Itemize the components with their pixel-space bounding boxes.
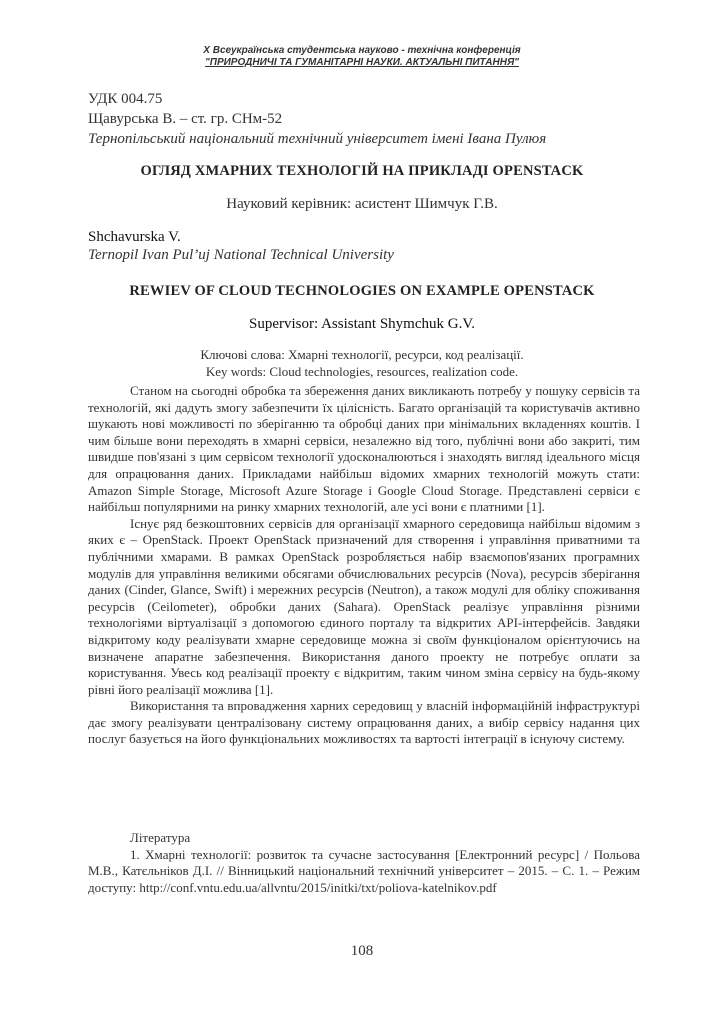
- references: [88, 830, 640, 896]
- paragraph: Використання та впровадження харних середовищ у власній інформаційній інфраструктурі дає змогу реалізувати централізовану систему опрацювання даних, а вибір сервісу надання цих послуг базується на його функціональних можливостях та вартості інтеграції в існуючу систему.: [88, 698, 640, 747]
- university-en: Ternopil Ivan Pul’uj National Technical University: [88, 247, 394, 263]
- conference-header: [0, 45, 724, 69]
- page-number: 108: [350, 943, 374, 959]
- reference-item: 1. Хмарні технології: розвиток та сучасне застосування [Електронний ресурс] / Польова М.В., Катєльніков Д.І. // Вінницький національний технічний університет – 2015. – С. 1. – Режим доступу: http://conf.vntu.edu.ua/allvntu/2015/initki/txt/poliova-katelnikov.pdf: [88, 846, 640, 895]
- paragraph: Станом на сьогодні обробка та збереження даних викликають потребу у пошуку сервісів та технологій, які дадуть змогу забезпечити їх цілісність. Багато організацій та користувачів активно шукають нові можливості по зберіганню та обробці даних при мінімальних вкладеннях коштів. І чим більше вони переходять в хмарні сервіси, незалежно від того, публічні вони або закриті, тим швидше пов'язані з цим сервісом технології удосконалюються і знаходять вигляд ідеального місця для опрацювання даних. Прикладами найбільш відомих хмарних технологій можуть стати: Amazon Simple Storage, Microsoft Azure Storage і Google Cloud Storage. Представлені сервіси є найбільш популярними на ринку хмарних технологій, але усі вони є платними [1].: [88, 383, 640, 515]
- supervisor-ua: Науковий керівник: асистент Шимчук Г.В.: [226, 196, 498, 212]
- references-heading: Література: [130, 830, 191, 845]
- supervisor-en: Supervisor: Assistant Shymchuk G.V.: [249, 316, 475, 332]
- title-ua: ОГЛЯД ХМАРНИХ ТЕХНОЛОГІЙ НА ПРИКЛАДІ OPENSTACK: [140, 163, 584, 179]
- university-ua: Тернопільський національний технічний університет імені Івана Пулюя: [88, 131, 547, 147]
- author-en: Shchavurska V.: [88, 229, 181, 245]
- body-text: [88, 383, 640, 748]
- conference-theme: "ПРИРОДНИЧІ ТА ГУМАНІТАРНІ НАУКИ. АКТУАЛЬНІ ПИТАННЯ": [205, 57, 519, 68]
- author-ua: Щавурська В. – ст. гр. СНм-52: [88, 111, 283, 127]
- keywords-en: Key words: Cloud technologies, resources, realization code.: [205, 364, 519, 379]
- conference-title: X Всеукраїнська студентська науково - технічна конференція: [203, 45, 521, 56]
- paragraph: Існує ряд безкоштовних сервісів для організації хмарного середовища найбільш відомим з яких є – OpenStack. Проект OpenStack призначений для створення і управління приватними та публічними хмарами. В рамках OpenStack розробляється набір взаємопов'язаних програмних модулів для управління великими обсягами обчислювальних ресурсів (Nova), ресурсів зберігання даних (Cinder, Glance, Swift) і мережних ресурсів (Neutron), а також модулі для обліку споживання ресурсів (Ceilometer), обробки даних (Sahara). OpenStack реалізує управління різними технологіями віртуалізації з допомогою єдиного порталу та відкритих API-інтерфейсів. Завдяки відкритому коду реалізувати хмарне середовище можна зі своїм функціоналом орієнтуючись на визначене апаратне забезпечення. Використання даного проекту не потребує оплати за користування. Увесь код реалізації проекту є відкритим, таким чином зміна сервісу на будь-якому рівні його реалізації можлива [1].: [88, 515, 640, 697]
- udk-code: УДК 004.75: [88, 91, 163, 107]
- title-en: REWIEV OF CLOUD TECHNOLOGIES ON EXAMPLE OPENSTACK: [129, 283, 595, 299]
- keywords-ua: Ключові слова: Хмарні технології, ресурси, код реалізації.: [200, 347, 524, 362]
